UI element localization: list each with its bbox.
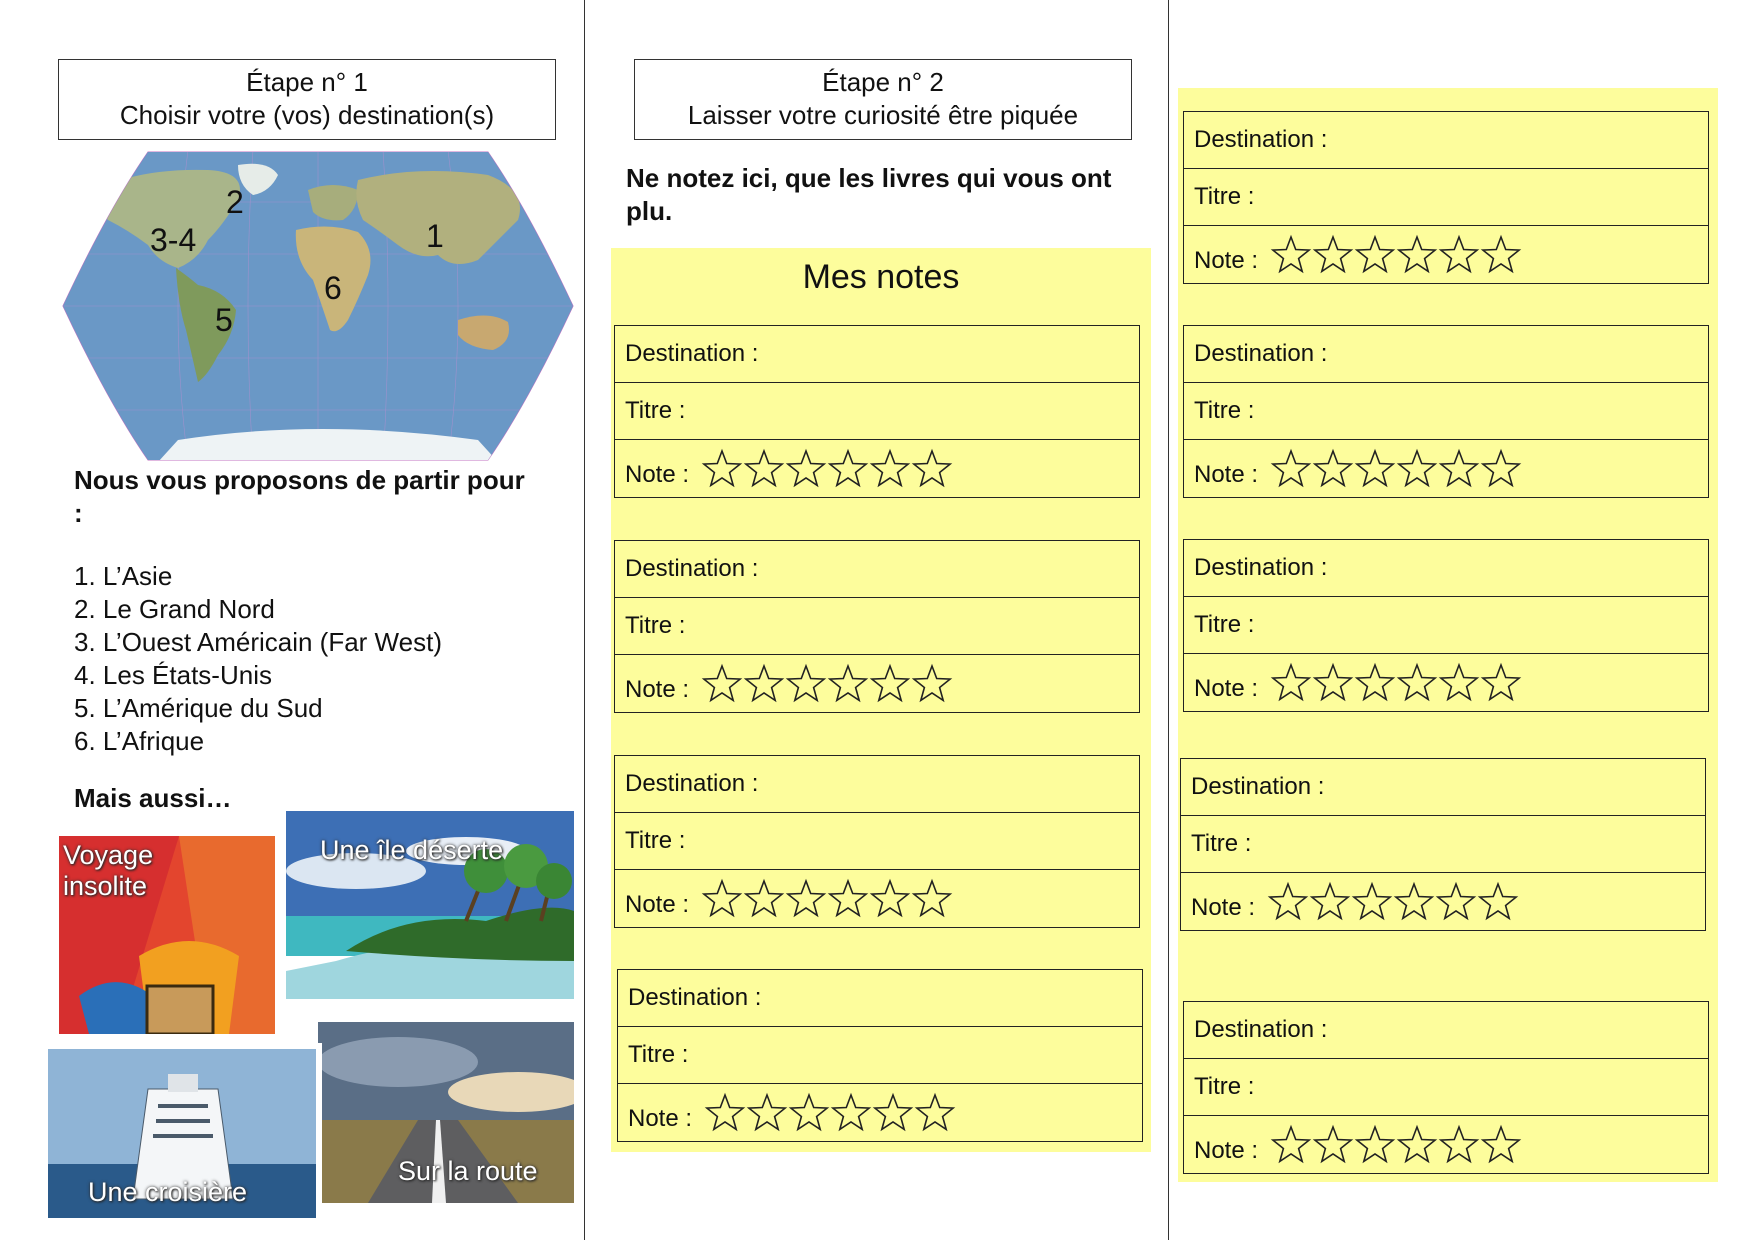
list-item: 2. Le Grand Nord xyxy=(74,594,275,624)
also-heading: Mais aussi… xyxy=(74,783,232,813)
title-label: Titre : xyxy=(625,827,686,854)
star-icon[interactable] xyxy=(830,451,866,485)
note-row[interactable] xyxy=(615,870,1139,927)
star-icon[interactable] xyxy=(1270,884,1306,918)
photo-cruise-label: Une croisière xyxy=(88,1177,248,1207)
star-icon[interactable] xyxy=(707,1095,743,1129)
stars-container[interactable] xyxy=(1270,448,1522,497)
world-map xyxy=(58,150,578,462)
destination-label: Destination : xyxy=(1191,773,1325,800)
star-icon[interactable] xyxy=(1357,665,1393,699)
photo-road-label: Sur la route xyxy=(398,1156,538,1186)
map-label-3-4: 3-4 xyxy=(150,222,197,258)
stars-container[interactable] xyxy=(1270,662,1522,711)
title-label: Titre : xyxy=(625,397,686,424)
note-row[interactable] xyxy=(1184,440,1708,497)
note-card xyxy=(617,969,1143,1142)
star-icon[interactable] xyxy=(1399,1127,1435,1161)
star-icon[interactable] xyxy=(749,1095,785,1129)
title-row[interactable] xyxy=(1184,1059,1708,1116)
destination-row[interactable] xyxy=(1184,1002,1708,1059)
destination-row[interactable] xyxy=(1184,112,1708,169)
stars-container[interactable] xyxy=(704,1092,956,1141)
star-icon[interactable] xyxy=(872,881,908,915)
photo-balloon xyxy=(52,829,282,1041)
list-item: 1. L’Asie xyxy=(74,561,173,591)
note-row[interactable] xyxy=(615,440,1139,497)
destination-label: Destination : xyxy=(628,984,762,1011)
star-icon[interactable] xyxy=(1315,665,1351,699)
destination-label: Destination : xyxy=(1194,1016,1328,1043)
photo-island xyxy=(286,811,574,999)
note-card xyxy=(614,540,1140,713)
title-row[interactable] xyxy=(1184,169,1708,226)
list-item: 3. L’Ouest Américain (Far West) xyxy=(74,627,442,657)
stars-container[interactable] xyxy=(701,448,953,497)
note-label: Note : xyxy=(625,676,690,703)
star-icon[interactable] xyxy=(704,451,740,485)
step2-box xyxy=(634,59,1132,140)
star-icon[interactable] xyxy=(1315,1127,1351,1161)
step2-heading: Laisser votre curiosité être piquée xyxy=(687,100,1079,130)
note-label: Note : xyxy=(625,891,690,918)
note-row[interactable] xyxy=(1181,873,1705,930)
photo-road xyxy=(318,1022,574,1203)
star-icon[interactable] xyxy=(1441,237,1477,271)
stars-container[interactable] xyxy=(1270,1124,1522,1173)
stars-container[interactable] xyxy=(1267,881,1519,930)
stars-container[interactable] xyxy=(701,663,953,712)
map-label-2: 2 xyxy=(226,184,244,220)
destination-row[interactable] xyxy=(618,970,1142,1027)
star-rating[interactable] xyxy=(1270,662,1522,704)
star-icon[interactable] xyxy=(1399,451,1435,485)
star-icon[interactable] xyxy=(1273,451,1309,485)
star-rating[interactable] xyxy=(1270,234,1522,276)
star-icon[interactable] xyxy=(1312,884,1348,918)
title-label: Titre : xyxy=(1194,1073,1255,1100)
map-label-5: 5 xyxy=(215,302,233,338)
star-icon[interactable] xyxy=(788,666,824,700)
note-row[interactable] xyxy=(1184,654,1708,711)
star-icon[interactable] xyxy=(1273,1127,1309,1161)
star-rating[interactable] xyxy=(701,448,953,490)
note-row[interactable] xyxy=(615,655,1139,712)
note-row[interactable] xyxy=(1184,1116,1708,1173)
star-rating[interactable] xyxy=(1270,448,1522,490)
destination-row[interactable] xyxy=(1181,759,1705,816)
title-label: Titre : xyxy=(1194,397,1255,424)
star-rating[interactable] xyxy=(701,878,953,920)
star-icon[interactable] xyxy=(1354,884,1390,918)
title-label: Titre : xyxy=(1191,830,1252,857)
star-rating[interactable] xyxy=(701,663,953,705)
step1-box xyxy=(58,59,556,140)
star-icon[interactable] xyxy=(746,881,782,915)
title-label: Titre : xyxy=(1194,183,1255,210)
star-icon[interactable] xyxy=(1357,237,1393,271)
title-row[interactable] xyxy=(1184,597,1708,654)
note-row[interactable] xyxy=(618,1084,1142,1141)
star-icon[interactable] xyxy=(1483,1127,1519,1161)
star-icon[interactable] xyxy=(746,666,782,700)
destination-row[interactable] xyxy=(615,326,1139,383)
star-icon[interactable] xyxy=(1357,1127,1393,1161)
destination-row[interactable] xyxy=(1184,540,1708,597)
step1-heading: Choisir votre (vos) destination(s) xyxy=(119,100,495,130)
star-icon[interactable] xyxy=(746,451,782,485)
note-label: Note : xyxy=(625,461,690,488)
star-rating[interactable] xyxy=(1270,1124,1522,1166)
star-icon[interactable] xyxy=(872,666,908,700)
star-icon[interactable] xyxy=(788,451,824,485)
list-item: 6. L’Afrique xyxy=(74,726,205,756)
star-icon[interactable] xyxy=(1441,451,1477,485)
list-item: 4. Les États-Unis xyxy=(74,660,272,690)
note-label: Note : xyxy=(1191,894,1256,921)
note-instruction: Ne notez ici, que les livres qui vous ont plu. xyxy=(626,163,1112,226)
star-icon[interactable] xyxy=(914,666,950,700)
star-icon[interactable] xyxy=(833,1095,869,1129)
title-row[interactable] xyxy=(1181,816,1705,873)
title-label: Titre : xyxy=(628,1041,689,1068)
note-label: Note : xyxy=(628,1105,693,1132)
note-label: Note : xyxy=(1194,247,1259,274)
note-card xyxy=(1183,325,1709,498)
title-label: Titre : xyxy=(1194,611,1255,638)
destination-list xyxy=(74,560,442,758)
step2-number: Étape n° 2 xyxy=(822,67,944,97)
note-row[interactable] xyxy=(1184,226,1708,283)
star-icon[interactable] xyxy=(1273,665,1309,699)
star-icon[interactable] xyxy=(1480,884,1516,918)
destination-label: Destination : xyxy=(625,770,759,797)
note-card xyxy=(1180,758,1706,931)
notes-panel-title: Mes notes xyxy=(802,258,960,296)
star-icon[interactable] xyxy=(1483,451,1519,485)
star-icon[interactable] xyxy=(872,451,908,485)
star-icon[interactable] xyxy=(1315,237,1351,271)
list-item: 5. L’Amérique du Sud xyxy=(74,693,323,723)
star-icon[interactable] xyxy=(914,881,950,915)
map-label-1: 1 xyxy=(426,218,444,254)
title-row[interactable] xyxy=(618,1027,1142,1084)
star-icon[interactable] xyxy=(1273,237,1309,271)
destination-label: Destination : xyxy=(1194,554,1328,581)
star-icon[interactable] xyxy=(830,666,866,700)
star-icon[interactable] xyxy=(704,666,740,700)
step1-number: Étape n° 1 xyxy=(246,67,368,97)
fold-line-right xyxy=(1168,0,1169,1240)
title-row[interactable] xyxy=(615,598,1139,655)
destination-label: Destination : xyxy=(1194,126,1328,153)
note-label: Note : xyxy=(1194,461,1259,488)
star-icon[interactable] xyxy=(1438,884,1474,918)
map-label-6: 6 xyxy=(324,270,342,306)
note-card xyxy=(1183,111,1709,284)
star-icon[interactable] xyxy=(788,881,824,915)
star-icon[interactable] xyxy=(917,1095,953,1129)
star-icon[interactable] xyxy=(1441,1127,1477,1161)
title-row[interactable] xyxy=(615,383,1139,440)
note-card xyxy=(1183,539,1709,712)
star-icon[interactable] xyxy=(830,881,866,915)
intro-text: Nous vous proposons de partir pour : xyxy=(74,465,525,528)
star-icon[interactable] xyxy=(1399,665,1435,699)
destination-row[interactable] xyxy=(1184,326,1708,383)
star-icon[interactable] xyxy=(1441,665,1477,699)
destination-label: Destination : xyxy=(625,555,759,582)
note-card xyxy=(614,755,1140,928)
stars-container[interactable] xyxy=(701,878,953,927)
fold-line-left xyxy=(584,0,585,1240)
star-icon[interactable] xyxy=(1396,884,1432,918)
star-rating[interactable] xyxy=(704,1092,956,1134)
destination-row[interactable] xyxy=(615,541,1139,598)
note-card xyxy=(614,325,1140,498)
star-icon[interactable] xyxy=(914,451,950,485)
star-rating[interactable] xyxy=(1267,881,1519,923)
note-card xyxy=(1183,1001,1709,1174)
world-map-image xyxy=(58,150,578,462)
stars-container[interactable] xyxy=(1270,234,1522,283)
title-row[interactable] xyxy=(615,813,1139,870)
star-icon[interactable] xyxy=(875,1095,911,1129)
star-icon[interactable] xyxy=(1483,665,1519,699)
note-label: Note : xyxy=(1194,675,1259,702)
photo-island-label: Une île déserte xyxy=(320,835,504,865)
star-icon[interactable] xyxy=(1399,237,1435,271)
title-row[interactable] xyxy=(1184,383,1708,440)
destination-row[interactable] xyxy=(615,756,1139,813)
note-label: Note : xyxy=(1194,1137,1259,1164)
title-label: Titre : xyxy=(625,612,686,639)
photo-balloon-label: Voyage insolite xyxy=(63,840,154,901)
destination-label: Destination : xyxy=(1194,340,1328,367)
destination-label: Destination : xyxy=(625,340,759,367)
star-icon[interactable] xyxy=(791,1095,827,1129)
star-icon[interactable] xyxy=(704,881,740,915)
star-icon[interactable] xyxy=(1483,237,1519,271)
star-icon[interactable] xyxy=(1357,451,1393,485)
photo-cruise xyxy=(42,1043,322,1224)
star-icon[interactable] xyxy=(1315,451,1351,485)
